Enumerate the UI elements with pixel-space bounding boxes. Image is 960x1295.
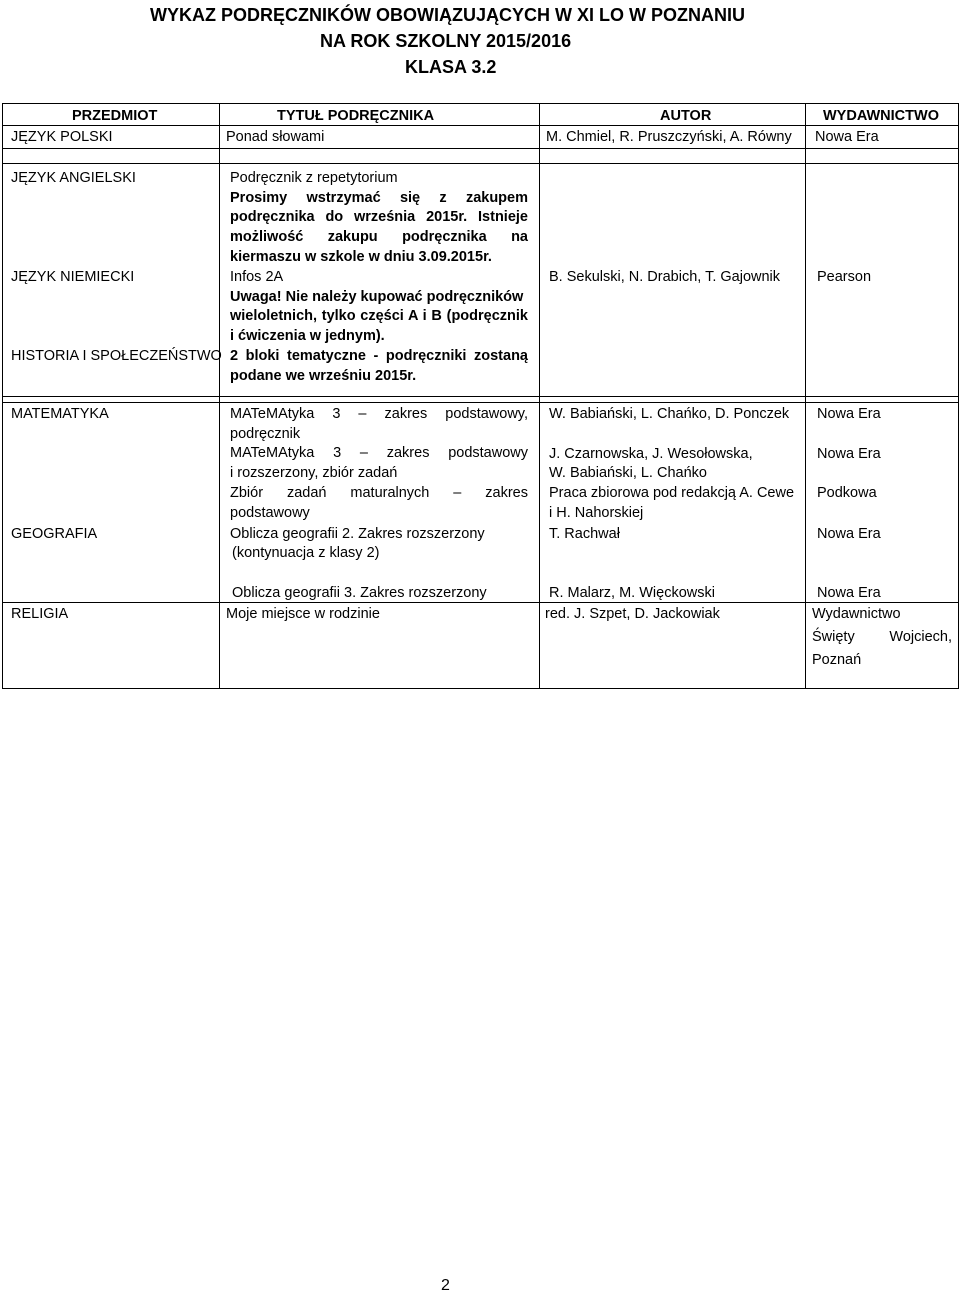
author-polski: M. Chmiel, R. Pruszczyński, A. Równy [546, 129, 792, 145]
title-angielski-line: Prosimy wstrzymać się z zakupem [230, 190, 528, 206]
publisher-religia-line: Poznań [812, 652, 862, 668]
title-angielski-line: możliwość zakupu podręcznika na [230, 229, 528, 245]
title-matematyka-line: MATeMAtyka 3 – zakres podstawowy, [230, 406, 528, 422]
author-matematyka-line: Praca zbiorowa pod redakcją A. Cewe [549, 485, 795, 501]
subject-religia: RELIGIA [11, 606, 69, 622]
author-matematyka-line: W. Babiański, L. Chańko [549, 465, 707, 481]
subject-polski: JĘZYK POLSKI [11, 129, 113, 145]
subject-angielski: JĘZYK ANGIELSKI [11, 170, 136, 186]
header-title: TYTUŁ PODRĘCZNIKA [277, 108, 435, 124]
document-title-line3: KLASA 3.2 [405, 57, 497, 77]
publisher-polski: Nowa Era [815, 129, 879, 145]
author-matematyka-line: i H. Nahorskiej [549, 505, 644, 521]
header-publisher: WYDAWNICTWO [823, 108, 939, 124]
title-angielski-line: Podręcznik z repetytorium [230, 170, 398, 186]
title-matematyka-line: podręcznik [230, 426, 301, 442]
author-geografia: R. Malarz, M. Więckowski [549, 585, 715, 601]
publisher-matematyka: Nowa Era [817, 406, 881, 422]
title-religia: Moje miejsce w rodzinie [226, 606, 380, 622]
author-geografia: T. Rachwał [549, 526, 620, 542]
title-matematyka-line: MATeMAtyka 3 – zakres podstawowy [230, 445, 528, 461]
author-matematyka-line: W. Babiański, L. Chańko, D. Ponczek [549, 406, 790, 422]
author-religia: red. J. Szpet, D. Jackowiak [545, 606, 720, 622]
title-geografia-line: Oblicza geografii 2. Zakres rozszerzony [230, 526, 485, 542]
publisher-geografia: Nowa Era [817, 585, 881, 601]
document-title-line2: NA ROK SZKOLNY 2015/2016 [320, 31, 572, 51]
publisher-religia-line: Wydawnictwo [812, 606, 901, 622]
title-historia-line: 2 bloki tematyczne - podręczniki zostaną [230, 348, 528, 364]
publisher-niemiecki: Pearson [817, 269, 872, 285]
document-title-line1: WYKAZ PODRĘCZNIKÓW OBOWIĄZUJĄCYCH W XI LO W POZNANIU [150, 5, 745, 25]
title-geografia-line: Oblicza geografii 3. Zakres rozszerzony [232, 585, 487, 601]
publisher-matematyka: Podkowa [817, 485, 877, 501]
author-niemiecki: B. Sekulski, N. Drabich, T. Gajownik [549, 269, 781, 285]
header-subject: PRZEDMIOT [72, 108, 158, 124]
author-matematyka-line: J. Czarnowska, J. Wesołowska, [549, 446, 753, 462]
title-niemiecki-line: wieloletnich, tylko części A i B (podręcznik [230, 308, 528, 324]
title-matematyka-line: Zbiór zadań maturalnych – zakres [230, 485, 528, 501]
title-matematyka-line: i rozszerzony, zbiór zadań [230, 465, 398, 481]
title-geografia-line: (kontynuacja z klasy 2) [232, 545, 380, 561]
subject-niemiecki: JĘZYK NIEMIECKI [11, 269, 135, 285]
title-niemiecki-line: Infos 2A [230, 269, 284, 285]
subject-historia: HISTORIA I SPOŁECZEŃSTWO [11, 348, 222, 364]
publisher-matematyka: Nowa Era [817, 446, 881, 462]
page-number: 2 [441, 1277, 450, 1294]
title-niemiecki-line: i ćwiczenia w jednym). [230, 328, 385, 344]
title-angielski-line: kiermaszu w szkole w dniu 3.09.2015r. [230, 249, 492, 265]
publisher-geografia: Nowa Era [817, 526, 881, 542]
subject-matematyka: MATEMATYKA [11, 406, 109, 422]
title-matematyka-line: podstawowy [230, 505, 310, 521]
title-angielski-line: podręcznika do września 2015r. Istnieje [230, 209, 528, 225]
title-polski: Ponad słowami [226, 129, 325, 145]
header-author: AUTOR [660, 108, 712, 124]
publisher-religia-line: Święty Wojciech, [812, 629, 952, 645]
title-historia-line: podane we wrześniu 2015r. [230, 368, 417, 384]
title-niemiecki-line: Uwaga! Nie należy kupować podręczników [230, 289, 524, 305]
subject-geografia: GEOGRAFIA [11, 526, 98, 542]
